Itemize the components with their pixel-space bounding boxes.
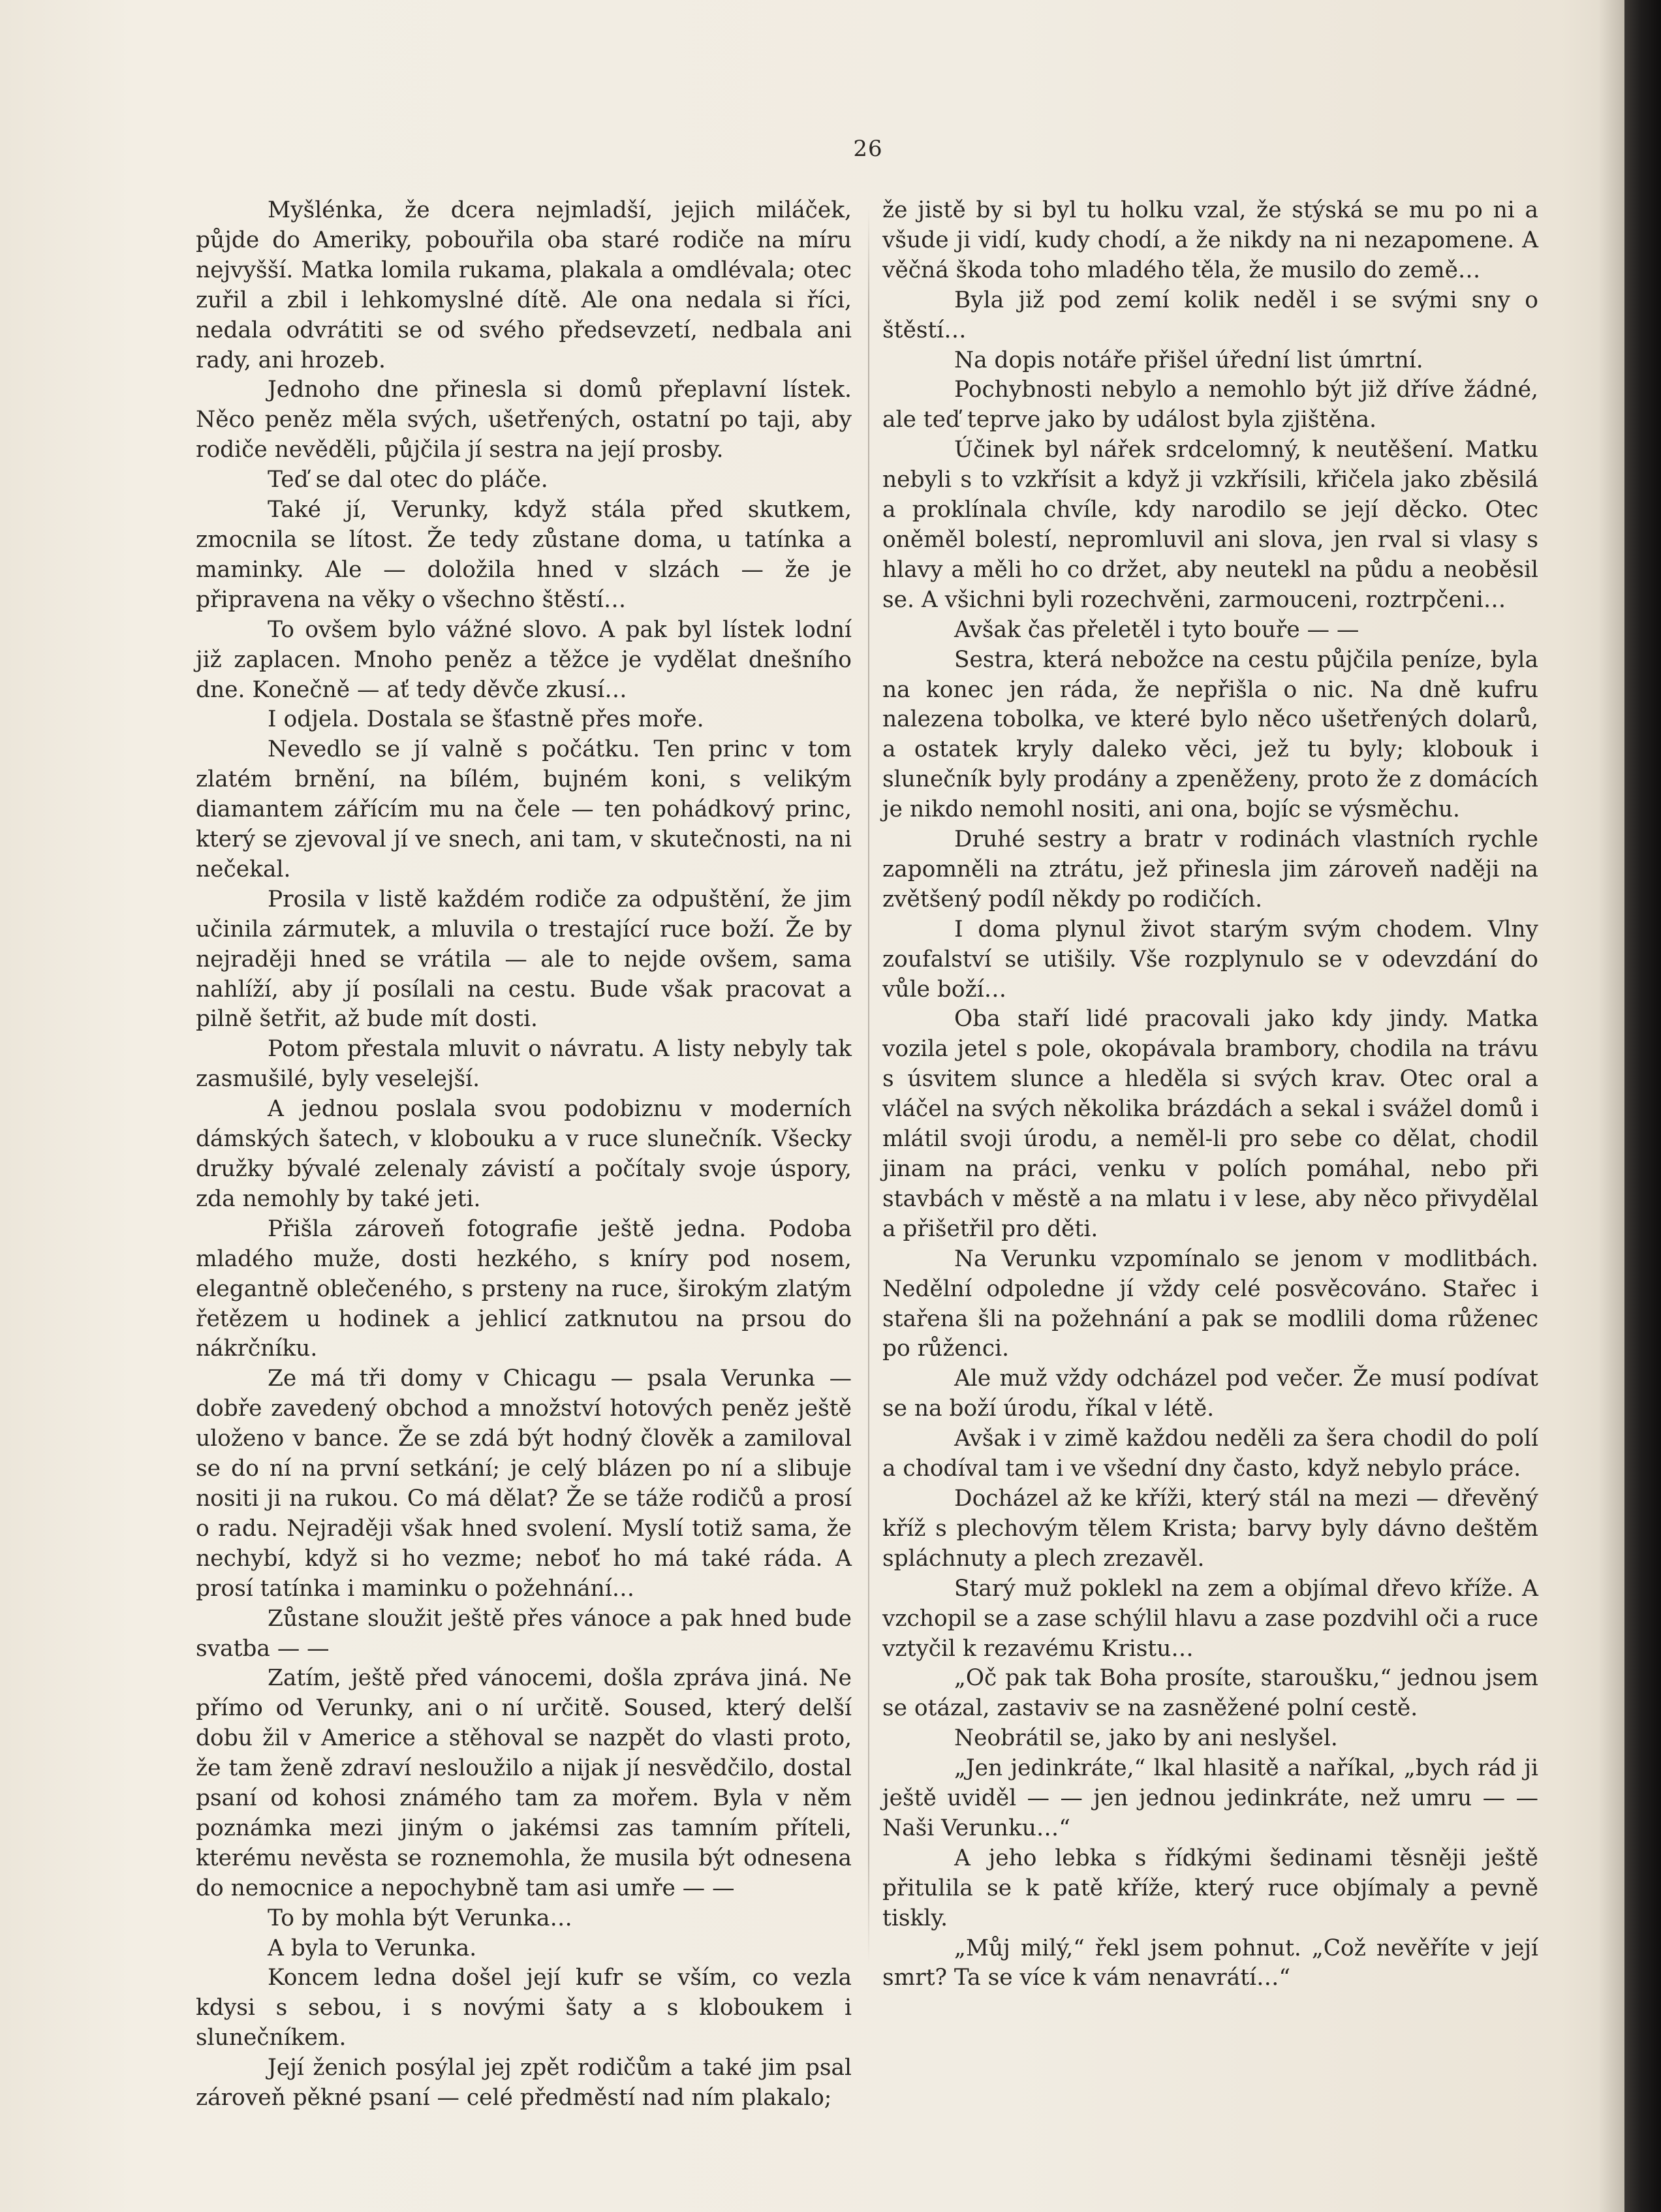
- left-column: [196, 196, 852, 2113]
- paragraph: Ze má tři domy v Chicagu — psala Verunka — dobře zavedený obchod a množství hotových peněz ještě uloženo v bance. Že se zdá být hodný člověk a zamiloval se do ní na první setkání; je celý blázen po ní a slibuje nositi ji na rukou. Co má dělat? Že se táže rodičů a prosí o radu. Nejraději však hned svolení. Myslí totiž sama, že nechybí, když si ho vezme; neboť ho má také ráda. A prosí tatínka i maminku o požehnání…: [196, 1365, 852, 1602]
- paragraph: „Můj milý,“ řekl jsem pohnut. „Což nevěříte v její smrt? Ta se více k vám nenavrátí…“: [882, 1935, 1538, 1991]
- paragraph: Sestra, která nebožce na cestu půjčila peníze, byla na konec jen ráda, že nepřišla o nic. Na dně kufru nalezena tobolka, ve které bylo něco ušetřených dolarů, a ostatek kryly daleko věci, jež tu byly; klobouk i slunečník byly prodány a zpeněženy, proto že z domácích je nikdo nemohl nositi, ani ona, bojíc se výsměchu.: [882, 646, 1538, 823]
- paragraph: Nevedlo se jí valně s počátku. Ten princ v tom zlatém brnění, na bílém, bujném koni, s velikým diamantem zářícím mu na čele — ten pohádkový princ, který se zjevoval jí ve snech, ani tam, v skutečnosti, na ni nečekal.: [196, 736, 852, 882]
- paragraph: A byla to Verunka.: [268, 1935, 477, 1961]
- paragraph: Zatím, ještě před vánocemi, došla zpráva jiná. Ne přímo od Verunky, ani o ní určitě. Soused, který delší dobu žil v Americe a stěhoval se nazpět do vlasti proto, že tam ženě zdraví nesloužilo a nijak jí nesvědčilo, dostal psaní od kohosi známého tam za mořem. Byla v něm poznámka mezi jiným o jakémsi zas tamním příteli, kterému nevěsta se roznemohla, že musila být odnesena do nemocnice a nepochybně tam asi umře — —: [196, 1665, 852, 1901]
- paragraph: Neobrátil se, jako by ani neslyšel.: [954, 1725, 1338, 1752]
- paragraph: Zůstane sloužit ještě přes vánoce a pak hned bude svatba — —: [196, 1605, 852, 1662]
- paragraph: A jednou poslala svou podobiznu v moderních dámských šatech, v klobouku a v ruce slunečník. Všecky družky bývalé zelenaly závistí a počítaly svoje úspory, zda nemohly by také jeti.: [196, 1096, 852, 1212]
- paragraph: Myšlénka, že dcera nejmladší, jejich miláček, půjde do Ameriky, pobouřila oba staré rodiče na míru nejvyšší. Matka lomila rukama, plakala a omdlévala; otec zuřil a zbil i lehkomyslné dítě. Ale ona nedala si říci, nedala odvrátiti se od svého předsevzetí, nedbala ani rady, ani hrozeb.: [196, 197, 852, 373]
- paragraph: „Oč pak tak Boha prosíte, staroušku,“ jednou jsem se otázal, zastaviv se na zasněžené polní cestě.: [882, 1665, 1538, 1722]
- paragraph: Její ženich posýlal jej zpět rodičům a také jim psal zároveň pěkné psaní — celé předměstí nad ním plakalo;: [196, 2055, 852, 2111]
- right-column: [882, 196, 1538, 1993]
- book-edge: [1624, 0, 1661, 2212]
- paragraph: Docházel až ke kříži, který stál na mezi — dřevěný kříž s plechovým tělem Krista; barvy byly dávno deštěm spláchnuty a plech zrezavěl.: [882, 1485, 1538, 1572]
- paragraph: Přišla zároveň fotografie ještě jedna. Podoba mladého muže, dosti hezkého, s kníry pod nosem, elegantně oblečeného, s prsteny na ruce, širokým zlatým řetězem u hodinek a jehlicí zatknutou na prsou do nákrčníku.: [196, 1215, 852, 1362]
- paragraph: Druhé sestry a bratr v rodinách vlastních rychle zapomněli na ztrátu, jež přinesla jim zároveň naději na zvětšený podíl někdy po rodičích.: [882, 826, 1538, 912]
- paragraph: Na dopis notáře přišel úřední list úmrtní.: [954, 347, 1423, 373]
- paragraph: Také jí, Verunky, když stála před skutkem, zmocnila se lítost. Že tedy zůstane doma, u tatínka a maminky. Ale — doložila hned v slzách — že je připravena na věky o všechno štěstí…: [196, 497, 852, 613]
- paragraph: Teď se dal otec do pláče.: [268, 467, 548, 493]
- page-fold-shadow: [1598, 0, 1624, 2212]
- paragraph: A jeho lebka s řídkými šedinami těsněji ještě přitulila se k patě kříže, který ruce objímaly a pevně tiskly.: [882, 1845, 1538, 1931]
- page-number: 26: [853, 136, 883, 162]
- paragraph: Účinek byl nářek srdcelomný, k neutěšení. Matku nebyli s to vzkřísit a když ji vzkřísili, křičela jako zběsilá a proklínala chvíle, kdy narodilo se její děcko. Otec oněměl bolestí, nepromluvil ani slova, jen rval si vlasy s hlavy a měli ho co držet, aby neutekl na půdu a neoběsil se. A všichni byli rozechvěni, zarmouceni, roztrpčeni…: [882, 437, 1538, 613]
- column-divider: [868, 208, 869, 1963]
- paragraph: Na Verunku vzpomínalo se jenom v modlitbách. Nedělní odpoledne jí vždy celé posvěcováno. Stařec i stařena šli na požehnání a pak se modlili doma růženec po růženci.: [882, 1245, 1538, 1362]
- paragraph: že jistě by si byl tu holku vzal, že stýská se mu po ni a všude ji vidí, kudy chodí, a že nikdy na ni nezapomene. A věčná škoda toho mladého těla, že musilo do země…: [882, 197, 1538, 283]
- paragraph: Prosila v listě každém rodiče za odpuštění, že jim učinila zármutek, a mluvila o trestající ruce boží. Že by nejraději hned se vrátila — ale to nejde ovšem, sama nahlíží, aby jí posílali na cestu. Bude však pracovat a pilně šetřit, až bude mít dosti.: [196, 886, 852, 1033]
- paragraph: To ovšem bylo vážné slovo. A pak byl lístek lodní již zaplacen. Mnoho peněz a těžce je vydělat dnešního dne. Konečně — ať tedy děvče zkusí…: [196, 616, 852, 703]
- paragraph: Jednoho dne přinesla si domů přeplavní lístek. Něco peněz měla svých, ušetřených, ostatní po taji, aby rodiče nevěděli, půjčila jí sestra na její prosby.: [196, 377, 852, 463]
- paragraph: Potom přestala mluvit o návratu. A listy nebyly tak zasmušilé, byly veselejší.: [196, 1036, 852, 1093]
- paragraph: Ale muž vždy odcházel pod večer. Že musí podívat se na boží úrodu, říkal v létě.: [882, 1365, 1538, 1422]
- paragraph: Avšak i v zimě každou neděli za šera chodil do polí a chodíval tam i ve všední dny často, když nebylo práce.: [882, 1425, 1538, 1482]
- paragraph: Pochybnosti nebylo a nemohlo být již dříve žádné, ale teď teprve jako by událost byla zjištěna.: [882, 377, 1538, 433]
- paragraph: Koncem ledna došel její kufr se vším, co vezla kdysi s sebou, i s novými šaty a s kloboukem i slunečníkem.: [196, 1965, 852, 2051]
- paragraph: „Jen jedinkráte,“ lkal hlasitě a naříkal, „bych rád ji ještě uviděl — — jen jednou jedinkráte, než umru — — Naši Verunku…“: [882, 1755, 1538, 1841]
- paragraph: I doma plynul život starým svým chodem. Vlny zoufalství se utišily. Vše rozplynulo se v odevzdání do vůle boží…: [882, 916, 1538, 1003]
- paragraph: I odjela. Dostala se šťastně přes moře.: [268, 706, 704, 733]
- paragraph: Oba staří lidé pracovali jako kdy jindy. Matka vozila jetel s pole, okopávala brambory, chodila na trávu s úsvitem slunce a hleděla si svých krav. Otec oral a vláčel na svých několika brázdách a sekal i svážel domů i mlátil svoji úrodu, a neměl-li pro sebe co dělat, chodil jinam na práci, venku v polích pomáhal, nebo při stavbách v městě a na mlatu i v lese, aby něco přivydělal a přišetřil pro děti.: [882, 1006, 1538, 1242]
- paragraph: Avšak čas přeletěl i tyto bouře — —: [954, 616, 1359, 643]
- paragraph: Byla již pod zemí kolik neděl i se svými sny o štěstí…: [882, 287, 1538, 343]
- paragraph: To by mohla být Verunka…: [268, 1905, 572, 1931]
- paragraph: Starý muž poklekl na zem a objímal dřevo kříže. A vzchopil se a zase schýlil hlavu a zase pozdvihl oči a ruce vztyčil k rezavému Kristu…: [882, 1575, 1538, 1662]
